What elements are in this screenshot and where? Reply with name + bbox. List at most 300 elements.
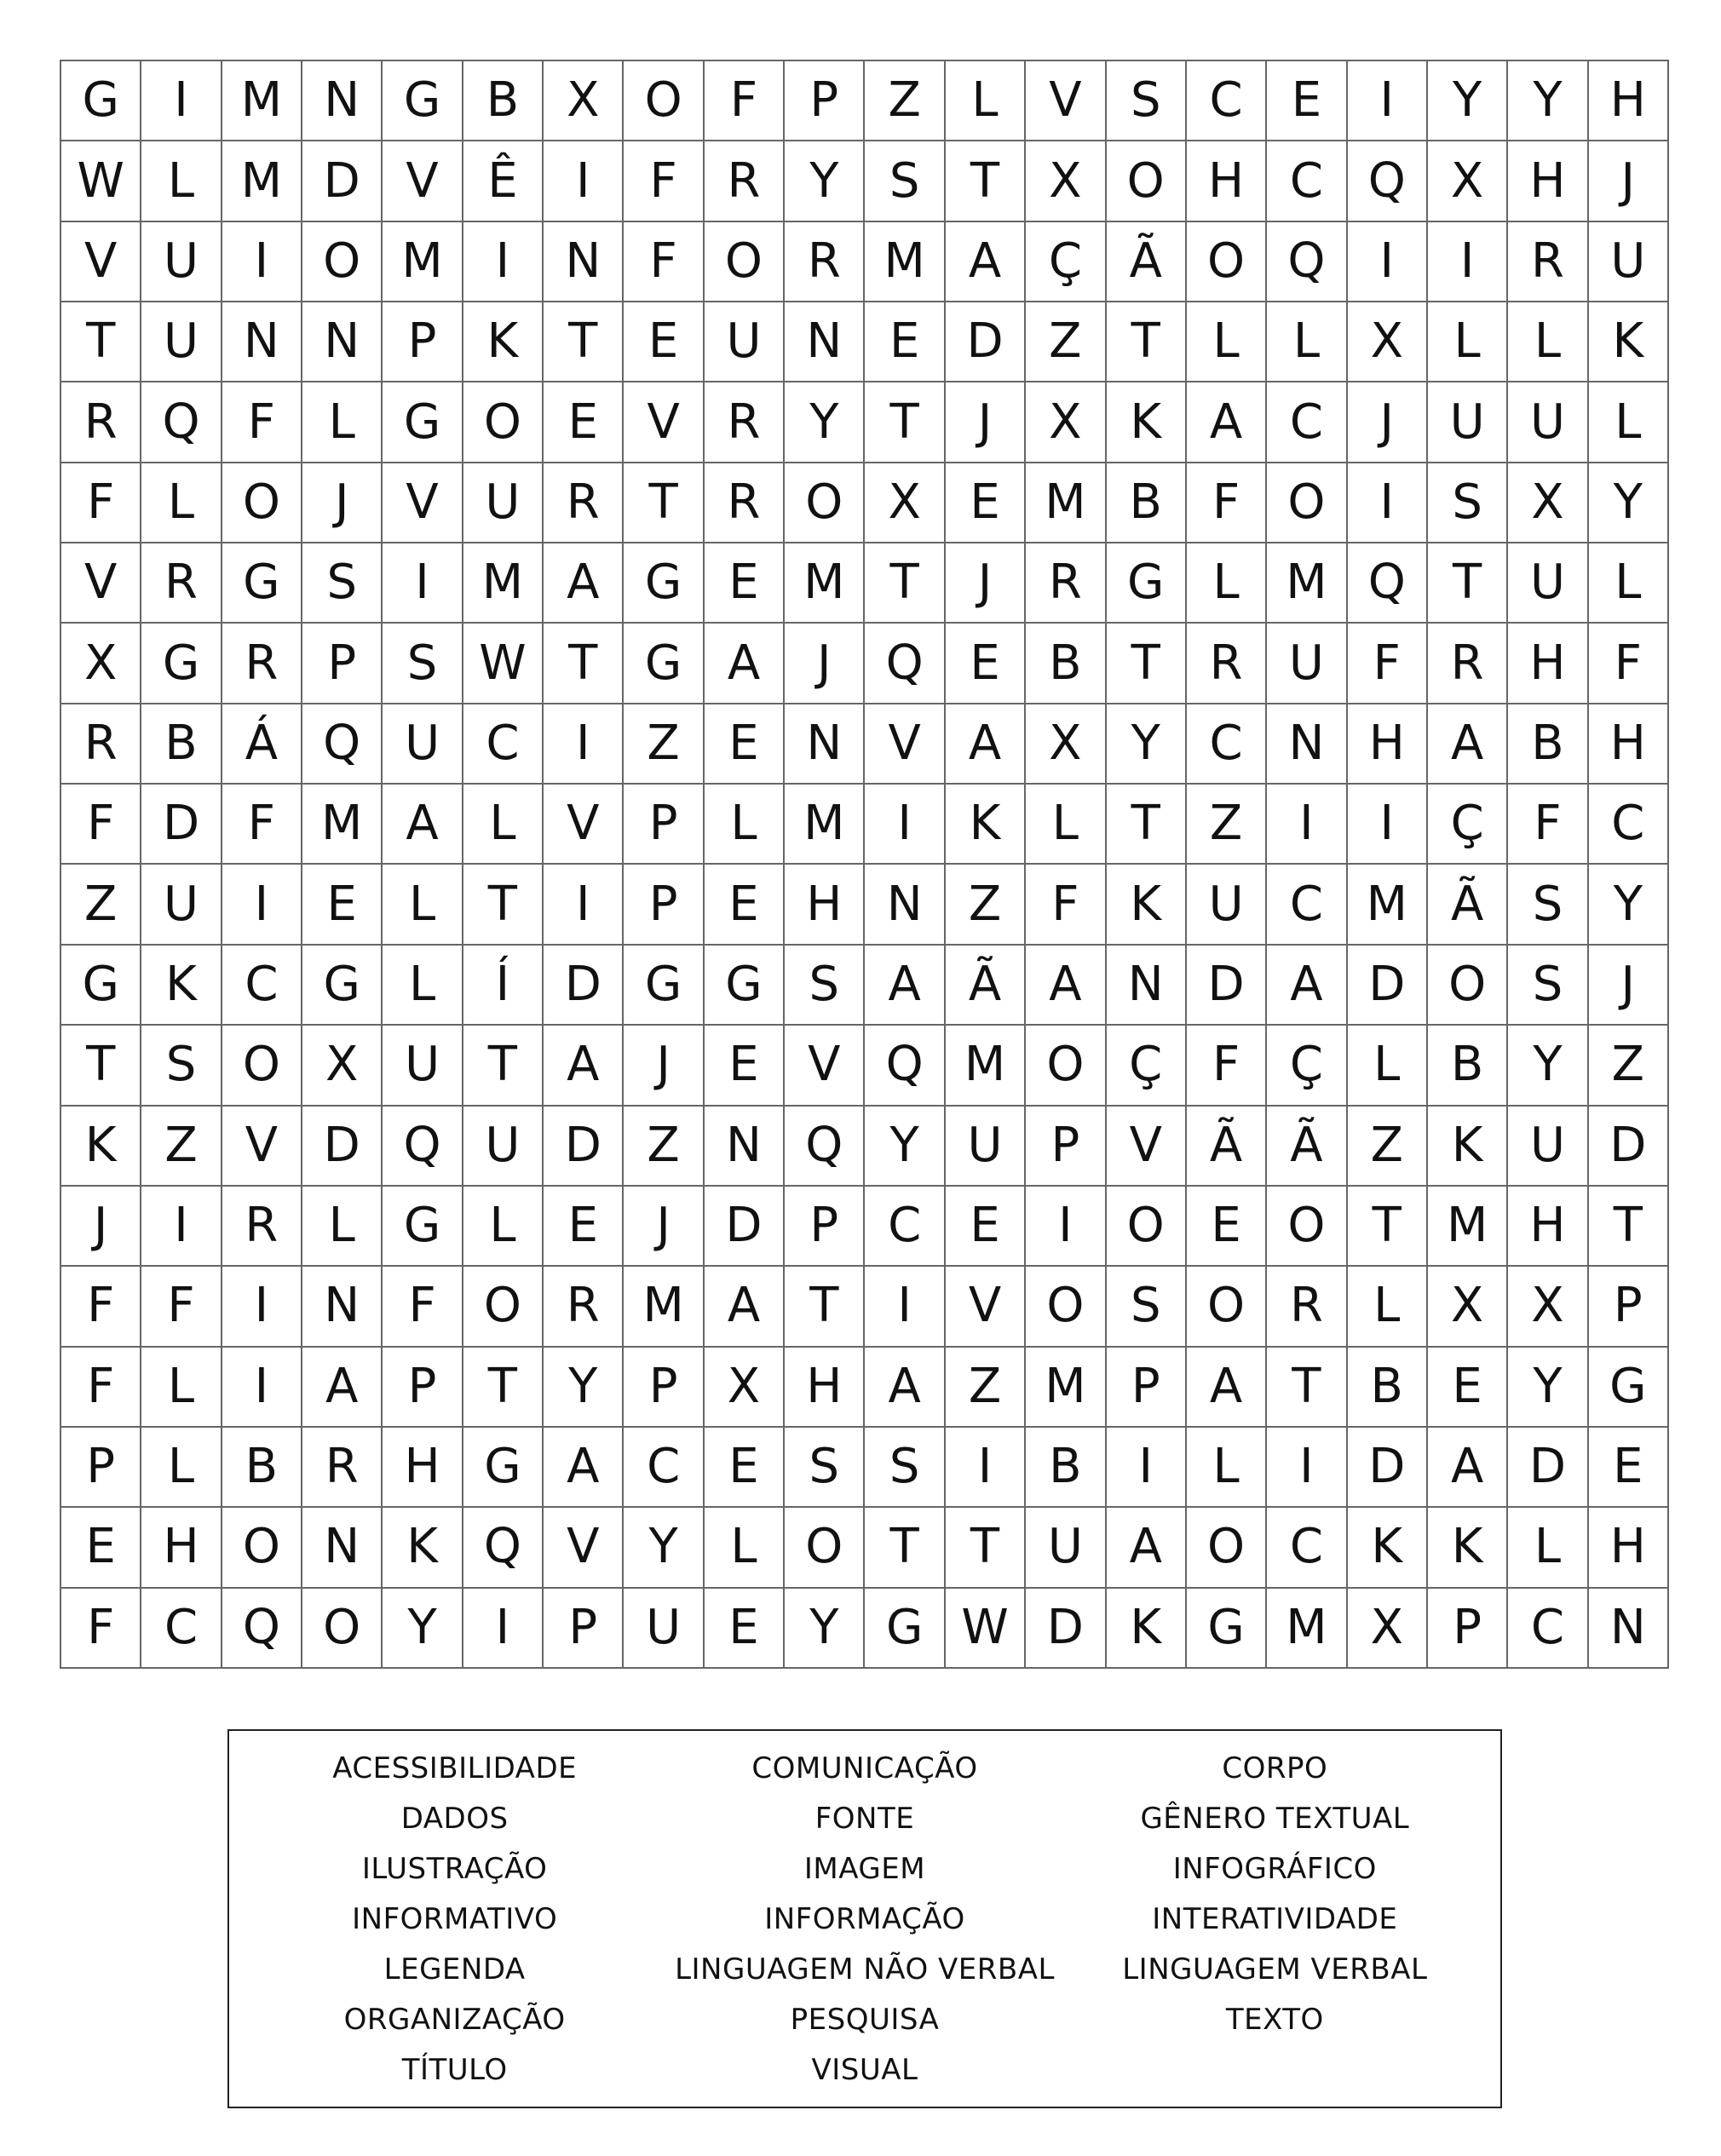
grid-cell[interactable]: F xyxy=(61,463,141,543)
grid-cell[interactable]: T xyxy=(1107,302,1187,382)
grid-cell[interactable]: T xyxy=(1348,1187,1428,1267)
grid-cell[interactable]: Z xyxy=(1348,1107,1428,1187)
grid-cell[interactable]: Q xyxy=(1348,141,1428,221)
grid-cell[interactable]: Á xyxy=(222,704,302,785)
grid-cell[interactable]: Ç xyxy=(1026,222,1106,302)
grid-cell[interactable]: Z xyxy=(624,1107,704,1187)
grid-cell[interactable]: M xyxy=(302,785,383,865)
grid-cell[interactable]: M xyxy=(785,543,865,624)
grid-cell[interactable]: C xyxy=(1267,141,1347,221)
grid-cell[interactable]: I xyxy=(222,1267,302,1347)
grid-cell[interactable]: M xyxy=(222,141,302,221)
grid-cell[interactable]: E xyxy=(946,624,1026,704)
grid-cell[interactable]: L xyxy=(1267,302,1347,382)
grid-cell[interactable]: C xyxy=(463,704,544,785)
grid-cell[interactable]: J xyxy=(946,382,1026,463)
grid-cell[interactable]: G xyxy=(383,382,463,463)
grid-cell[interactable]: T xyxy=(544,302,624,382)
grid-cell[interactable]: R xyxy=(141,543,222,624)
grid-cell[interactable]: O xyxy=(302,222,383,302)
grid-cell[interactable]: V xyxy=(383,463,463,543)
grid-cell[interactable]: X xyxy=(705,1348,785,1428)
grid-cell[interactable]: Q xyxy=(865,624,945,704)
grid-cell[interactable]: E xyxy=(544,382,624,463)
grid-cell[interactable]: H xyxy=(1589,61,1669,141)
grid-cell[interactable]: Z xyxy=(1026,302,1106,382)
grid-cell[interactable]: J xyxy=(946,543,1026,624)
grid-cell[interactable]: U xyxy=(1026,1508,1106,1588)
grid-cell[interactable]: K xyxy=(1107,382,1187,463)
grid-cell[interactable]: V xyxy=(946,1267,1026,1347)
grid-cell[interactable]: F xyxy=(61,1267,141,1347)
grid-cell[interactable]: T xyxy=(946,1508,1026,1588)
grid-cell[interactable]: P xyxy=(624,1348,704,1428)
grid-cell[interactable]: I xyxy=(222,865,302,945)
grid-cell[interactable]: X xyxy=(1508,463,1588,543)
grid-cell[interactable]: A xyxy=(1107,1508,1187,1588)
grid-cell[interactable]: M xyxy=(946,1026,1026,1106)
grid-cell[interactable]: J xyxy=(61,1187,141,1267)
grid-cell[interactable]: I xyxy=(1026,1187,1106,1267)
grid-cell[interactable]: U xyxy=(141,302,222,382)
grid-cell[interactable]: A xyxy=(383,785,463,865)
grid-cell[interactable]: Ç xyxy=(1267,1026,1347,1106)
grid-cell[interactable]: I xyxy=(1348,463,1428,543)
grid-cell[interactable]: Y xyxy=(785,382,865,463)
grid-cell[interactable]: M xyxy=(463,543,544,624)
grid-cell[interactable]: C xyxy=(1267,865,1347,945)
grid-cell[interactable]: L xyxy=(1187,302,1267,382)
grid-cell[interactable]: C xyxy=(222,946,302,1026)
grid-cell[interactable]: L xyxy=(463,1187,544,1267)
grid-cell[interactable]: E xyxy=(705,1589,785,1669)
grid-cell[interactable]: S xyxy=(1508,946,1588,1026)
grid-cell[interactable]: D xyxy=(544,946,624,1026)
grid-cell[interactable]: P xyxy=(785,61,865,141)
grid-cell[interactable]: W xyxy=(463,624,544,704)
grid-cell[interactable]: O xyxy=(624,61,704,141)
grid-cell[interactable]: Ã xyxy=(1428,865,1508,945)
grid-cell[interactable]: H xyxy=(383,1428,463,1508)
grid-cell[interactable]: I xyxy=(383,543,463,624)
grid-cell[interactable]: I xyxy=(544,704,624,785)
grid-cell[interactable]: Q xyxy=(222,1589,302,1669)
grid-cell[interactable]: J xyxy=(624,1026,704,1106)
grid-cell[interactable]: O xyxy=(785,1508,865,1588)
grid-cell[interactable]: L xyxy=(141,1348,222,1428)
grid-cell[interactable]: I xyxy=(463,1589,544,1669)
grid-cell[interactable]: T xyxy=(1107,624,1187,704)
grid-cell[interactable]: L xyxy=(141,141,222,221)
grid-cell[interactable]: T xyxy=(463,865,544,945)
grid-cell[interactable]: I xyxy=(865,1267,945,1347)
grid-cell[interactable]: F xyxy=(705,61,785,141)
grid-cell[interactable]: O xyxy=(463,382,544,463)
grid-cell[interactable]: O xyxy=(1187,222,1267,302)
grid-cell[interactable]: D xyxy=(1026,1589,1106,1669)
grid-cell[interactable]: F xyxy=(624,141,704,221)
grid-cell[interactable]: D xyxy=(302,141,383,221)
grid-cell[interactable]: S xyxy=(1428,463,1508,543)
grid-cell[interactable]: D xyxy=(946,302,1026,382)
grid-cell[interactable]: O xyxy=(222,1026,302,1106)
grid-cell[interactable]: H xyxy=(785,1348,865,1428)
grid-cell[interactable]: B xyxy=(141,704,222,785)
grid-cell[interactable]: U xyxy=(383,1026,463,1106)
grid-cell[interactable]: L xyxy=(141,1428,222,1508)
grid-cell[interactable]: D xyxy=(302,1107,383,1187)
grid-cell[interactable]: I xyxy=(1348,222,1428,302)
grid-cell[interactable]: S xyxy=(1107,1267,1187,1347)
grid-cell[interactable]: Z xyxy=(141,1107,222,1187)
grid-cell[interactable]: R xyxy=(1187,624,1267,704)
grid-cell[interactable]: A xyxy=(544,543,624,624)
grid-cell[interactable]: Y xyxy=(1428,61,1508,141)
grid-cell[interactable]: L xyxy=(302,382,383,463)
grid-cell[interactable]: L xyxy=(1589,382,1669,463)
grid-cell[interactable]: M xyxy=(1428,1187,1508,1267)
grid-cell[interactable]: K xyxy=(1348,1508,1428,1588)
grid-cell[interactable]: G xyxy=(141,624,222,704)
grid-cell[interactable]: M xyxy=(383,222,463,302)
grid-cell[interactable]: L xyxy=(1187,543,1267,624)
grid-cell[interactable]: X xyxy=(1026,141,1106,221)
grid-cell[interactable]: H xyxy=(1348,704,1428,785)
grid-cell[interactable]: X xyxy=(1508,1267,1588,1347)
grid-cell[interactable]: X xyxy=(865,463,945,543)
grid-cell[interactable]: O xyxy=(785,463,865,543)
grid-cell[interactable]: G xyxy=(383,1187,463,1267)
grid-cell[interactable]: O xyxy=(1107,1187,1187,1267)
grid-cell[interactable]: L xyxy=(705,785,785,865)
grid-cell[interactable]: C xyxy=(1589,785,1669,865)
grid-cell[interactable]: V xyxy=(222,1107,302,1187)
grid-cell[interactable]: E xyxy=(705,704,785,785)
grid-cell[interactable]: O xyxy=(302,1589,383,1669)
grid-cell[interactable]: C xyxy=(1508,1589,1588,1669)
grid-cell[interactable]: R xyxy=(61,382,141,463)
grid-cell[interactable]: T xyxy=(463,1348,544,1428)
grid-cell[interactable]: C xyxy=(141,1589,222,1669)
grid-cell[interactable]: G xyxy=(1107,543,1187,624)
grid-cell[interactable]: X xyxy=(1026,382,1106,463)
grid-cell[interactable]: L xyxy=(946,61,1026,141)
grid-cell[interactable]: A xyxy=(865,1348,945,1428)
grid-cell[interactable]: P xyxy=(61,1428,141,1508)
grid-cell[interactable]: Ç xyxy=(1428,785,1508,865)
grid-cell[interactable]: Q xyxy=(785,1107,865,1187)
grid-cell[interactable]: U xyxy=(1428,382,1508,463)
grid-cell[interactable]: C xyxy=(865,1187,945,1267)
grid-cell[interactable]: Z xyxy=(624,704,704,785)
grid-cell[interactable]: N xyxy=(544,222,624,302)
grid-cell[interactable]: P xyxy=(544,1589,624,1669)
grid-cell[interactable]: P xyxy=(1589,1267,1669,1347)
grid-cell[interactable]: E xyxy=(1267,61,1347,141)
grid-cell[interactable]: G xyxy=(383,61,463,141)
grid-cell[interactable]: F xyxy=(1348,624,1428,704)
grid-cell[interactable]: E xyxy=(705,1428,785,1508)
grid-cell[interactable]: L xyxy=(463,785,544,865)
grid-cell[interactable]: Q xyxy=(1267,222,1347,302)
grid-cell[interactable]: L xyxy=(705,1508,785,1588)
grid-cell[interactable]: G xyxy=(61,946,141,1026)
grid-cell[interactable]: Z xyxy=(1589,1026,1669,1106)
grid-cell[interactable]: C xyxy=(1187,704,1267,785)
grid-cell[interactable]: H xyxy=(1508,624,1588,704)
grid-cell[interactable]: F xyxy=(61,785,141,865)
grid-cell[interactable]: A xyxy=(865,946,945,1026)
grid-cell[interactable]: R xyxy=(222,1187,302,1267)
grid-cell[interactable]: R xyxy=(544,1267,624,1347)
grid-cell[interactable]: R xyxy=(705,382,785,463)
grid-cell[interactable]: P xyxy=(785,1187,865,1267)
grid-cell[interactable]: R xyxy=(705,141,785,221)
grid-cell[interactable]: T xyxy=(865,1508,945,1588)
grid-cell[interactable]: G xyxy=(1589,1348,1669,1428)
grid-cell[interactable]: I xyxy=(1267,785,1347,865)
grid-cell[interactable]: K xyxy=(383,1508,463,1588)
grid-cell[interactable]: F xyxy=(1589,624,1669,704)
grid-cell[interactable]: R xyxy=(302,1428,383,1508)
grid-cell[interactable]: S xyxy=(302,543,383,624)
grid-cell[interactable]: U xyxy=(705,302,785,382)
grid-cell[interactable]: F xyxy=(1026,865,1106,945)
grid-cell[interactable]: U xyxy=(1589,222,1669,302)
grid-cell[interactable]: A xyxy=(1187,382,1267,463)
grid-cell[interactable]: R xyxy=(1428,624,1508,704)
grid-cell[interactable]: Ç xyxy=(1107,1026,1187,1106)
grid-cell[interactable]: Ã xyxy=(1187,1107,1267,1187)
grid-cell[interactable]: O xyxy=(1428,946,1508,1026)
grid-cell[interactable]: K xyxy=(1428,1107,1508,1187)
grid-cell[interactable]: L xyxy=(1508,1508,1588,1588)
grid-cell[interactable]: S xyxy=(141,1026,222,1106)
grid-cell[interactable]: O xyxy=(463,1267,544,1347)
grid-cell[interactable]: N xyxy=(865,865,945,945)
grid-cell[interactable]: E xyxy=(61,1508,141,1588)
grid-cell[interactable]: M xyxy=(624,1267,704,1347)
grid-cell[interactable]: O xyxy=(1267,1187,1347,1267)
grid-cell[interactable]: T xyxy=(946,141,1026,221)
grid-cell[interactable]: I xyxy=(222,1348,302,1428)
grid-cell[interactable]: B xyxy=(1026,1428,1106,1508)
grid-cell[interactable]: A xyxy=(1267,946,1347,1026)
grid-cell[interactable]: J xyxy=(1589,141,1669,221)
grid-cell[interactable]: A xyxy=(544,1428,624,1508)
grid-cell[interactable]: I xyxy=(222,222,302,302)
grid-cell[interactable]: E xyxy=(705,865,785,945)
grid-cell[interactable]: L xyxy=(1026,785,1106,865)
grid-cell[interactable]: R xyxy=(61,704,141,785)
grid-cell[interactable]: V xyxy=(383,141,463,221)
grid-cell[interactable]: C xyxy=(1267,1508,1347,1588)
grid-cell[interactable]: Ã xyxy=(946,946,1026,1026)
grid-cell[interactable]: I xyxy=(141,1187,222,1267)
grid-cell[interactable]: A xyxy=(946,222,1026,302)
grid-cell[interactable]: D xyxy=(1348,946,1428,1026)
grid-cell[interactable]: K xyxy=(946,785,1026,865)
grid-cell[interactable]: M xyxy=(785,785,865,865)
grid-cell[interactable]: D xyxy=(544,1107,624,1187)
grid-cell[interactable]: K xyxy=(1107,1589,1187,1669)
grid-cell[interactable]: E xyxy=(865,302,945,382)
grid-cell[interactable]: Q xyxy=(1348,543,1428,624)
grid-cell[interactable]: M xyxy=(1026,1348,1106,1428)
grid-cell[interactable]: R xyxy=(544,463,624,543)
grid-cell[interactable]: O xyxy=(1026,1267,1106,1347)
grid-cell[interactable]: S xyxy=(865,1428,945,1508)
grid-cell[interactable]: T xyxy=(544,624,624,704)
grid-cell[interactable]: N xyxy=(785,704,865,785)
grid-cell[interactable]: T xyxy=(61,302,141,382)
grid-cell[interactable]: Y xyxy=(1508,61,1588,141)
grid-cell[interactable]: N xyxy=(302,1508,383,1588)
grid-cell[interactable]: Q xyxy=(383,1107,463,1187)
grid-cell[interactable]: G xyxy=(222,543,302,624)
grid-cell[interactable]: K xyxy=(1428,1508,1508,1588)
grid-cell[interactable]: B xyxy=(1348,1348,1428,1428)
grid-cell[interactable]: J xyxy=(785,624,865,704)
grid-cell[interactable]: Y xyxy=(1107,704,1187,785)
grid-cell[interactable]: P xyxy=(1107,1348,1187,1428)
grid-cell[interactable]: A xyxy=(1187,1348,1267,1428)
grid-cell[interactable]: J xyxy=(1589,946,1669,1026)
grid-cell[interactable]: X xyxy=(1348,302,1428,382)
grid-cell[interactable]: O xyxy=(1026,1026,1106,1106)
grid-cell[interactable]: O xyxy=(1187,1267,1267,1347)
grid-cell[interactable]: Y xyxy=(1589,865,1669,945)
grid-cell[interactable]: R xyxy=(222,624,302,704)
grid-cell[interactable]: R xyxy=(785,222,865,302)
grid-cell[interactable]: N xyxy=(302,1267,383,1347)
grid-cell[interactable]: V xyxy=(61,543,141,624)
grid-cell[interactable]: V xyxy=(544,785,624,865)
grid-cell[interactable]: Í xyxy=(463,946,544,1026)
grid-cell[interactable]: Z xyxy=(1187,785,1267,865)
grid-cell[interactable]: V xyxy=(624,382,704,463)
grid-cell[interactable]: S xyxy=(785,946,865,1026)
grid-cell[interactable]: X xyxy=(61,624,141,704)
grid-cell[interactable]: Ã xyxy=(1267,1107,1347,1187)
grid-cell[interactable]: I xyxy=(544,141,624,221)
grid-cell[interactable]: U xyxy=(1508,382,1588,463)
grid-cell[interactable]: X xyxy=(302,1026,383,1106)
grid-cell[interactable]: R xyxy=(705,463,785,543)
grid-cell[interactable]: E xyxy=(946,1187,1026,1267)
grid-cell[interactable]: Ê xyxy=(463,141,544,221)
grid-cell[interactable]: R xyxy=(1508,222,1588,302)
grid-cell[interactable]: G xyxy=(624,543,704,624)
grid-cell[interactable]: R xyxy=(1267,1267,1347,1347)
grid-cell[interactable]: Z xyxy=(865,61,945,141)
grid-cell[interactable]: E xyxy=(1589,1428,1669,1508)
grid-cell[interactable]: X xyxy=(1348,1589,1428,1669)
grid-cell[interactable]: U xyxy=(624,1589,704,1669)
grid-cell[interactable]: N xyxy=(785,302,865,382)
grid-cell[interactable]: A xyxy=(1428,1428,1508,1508)
grid-cell[interactable]: M xyxy=(1267,1589,1347,1669)
grid-cell[interactable]: R xyxy=(1026,543,1106,624)
grid-cell[interactable]: I xyxy=(544,865,624,945)
grid-cell[interactable]: H xyxy=(1508,141,1588,221)
grid-cell[interactable]: V xyxy=(865,704,945,785)
grid-cell[interactable]: M xyxy=(1267,543,1347,624)
grid-cell[interactable]: O xyxy=(222,463,302,543)
grid-cell[interactable]: Y xyxy=(785,141,865,221)
grid-cell[interactable]: O xyxy=(705,222,785,302)
grid-cell[interactable]: T xyxy=(1107,785,1187,865)
grid-cell[interactable]: I xyxy=(1267,1428,1347,1508)
grid-cell[interactable]: L xyxy=(1508,302,1588,382)
grid-cell[interactable]: F xyxy=(222,785,302,865)
grid-cell[interactable]: Y xyxy=(544,1348,624,1428)
grid-cell[interactable]: C xyxy=(1267,382,1347,463)
grid-cell[interactable]: T xyxy=(61,1026,141,1106)
grid-cell[interactable]: K xyxy=(463,302,544,382)
grid-cell[interactable]: P xyxy=(302,624,383,704)
grid-cell[interactable]: U xyxy=(463,463,544,543)
grid-cell[interactable]: N xyxy=(1107,946,1187,1026)
grid-cell[interactable]: Ã xyxy=(1107,222,1187,302)
grid-cell[interactable]: A xyxy=(705,1267,785,1347)
grid-cell[interactable]: E xyxy=(946,463,1026,543)
grid-cell[interactable]: H xyxy=(1589,704,1669,785)
grid-cell[interactable]: E xyxy=(705,543,785,624)
grid-cell[interactable]: L xyxy=(141,463,222,543)
grid-cell[interactable]: D xyxy=(705,1187,785,1267)
grid-cell[interactable]: H xyxy=(141,1508,222,1588)
grid-cell[interactable]: F xyxy=(141,1267,222,1347)
grid-cell[interactable]: U xyxy=(1187,865,1267,945)
grid-cell[interactable]: Q xyxy=(865,1026,945,1106)
grid-cell[interactable]: T xyxy=(624,463,704,543)
grid-cell[interactable]: E xyxy=(544,1187,624,1267)
grid-cell[interactable]: T xyxy=(463,1026,544,1106)
grid-cell[interactable]: J xyxy=(624,1187,704,1267)
grid-cell[interactable]: G xyxy=(624,946,704,1026)
grid-cell[interactable]: I xyxy=(946,1428,1026,1508)
grid-cell[interactable]: L xyxy=(1348,1267,1428,1347)
grid-cell[interactable]: M xyxy=(1026,463,1106,543)
grid-cell[interactable]: Q xyxy=(141,382,222,463)
grid-cell[interactable]: C xyxy=(624,1428,704,1508)
grid-cell[interactable]: C xyxy=(1187,61,1267,141)
grid-cell[interactable]: Z xyxy=(61,865,141,945)
grid-cell[interactable]: X xyxy=(1428,1267,1508,1347)
grid-cell[interactable]: T xyxy=(1428,543,1508,624)
grid-cell[interactable]: P xyxy=(624,865,704,945)
grid-cell[interactable]: I xyxy=(1107,1428,1187,1508)
grid-cell[interactable]: D xyxy=(1589,1107,1669,1187)
grid-cell[interactable]: L xyxy=(383,946,463,1026)
grid-cell[interactable]: B xyxy=(1428,1026,1508,1106)
grid-cell[interactable]: N xyxy=(705,1107,785,1187)
grid-cell[interactable]: Y xyxy=(785,1589,865,1669)
grid-cell[interactable]: H xyxy=(1508,1187,1588,1267)
grid-cell[interactable]: X xyxy=(1026,704,1106,785)
grid-cell[interactable]: X xyxy=(544,61,624,141)
grid-cell[interactable]: N xyxy=(302,302,383,382)
grid-cell[interactable]: F xyxy=(383,1267,463,1347)
grid-cell[interactable]: M xyxy=(865,222,945,302)
grid-cell[interactable]: W xyxy=(946,1589,1026,1669)
grid-cell[interactable]: P xyxy=(624,785,704,865)
grid-cell[interactable]: K xyxy=(1589,302,1669,382)
grid-cell[interactable]: J xyxy=(302,463,383,543)
grid-cell[interactable]: Y xyxy=(624,1508,704,1588)
grid-cell[interactable]: U xyxy=(463,1107,544,1187)
